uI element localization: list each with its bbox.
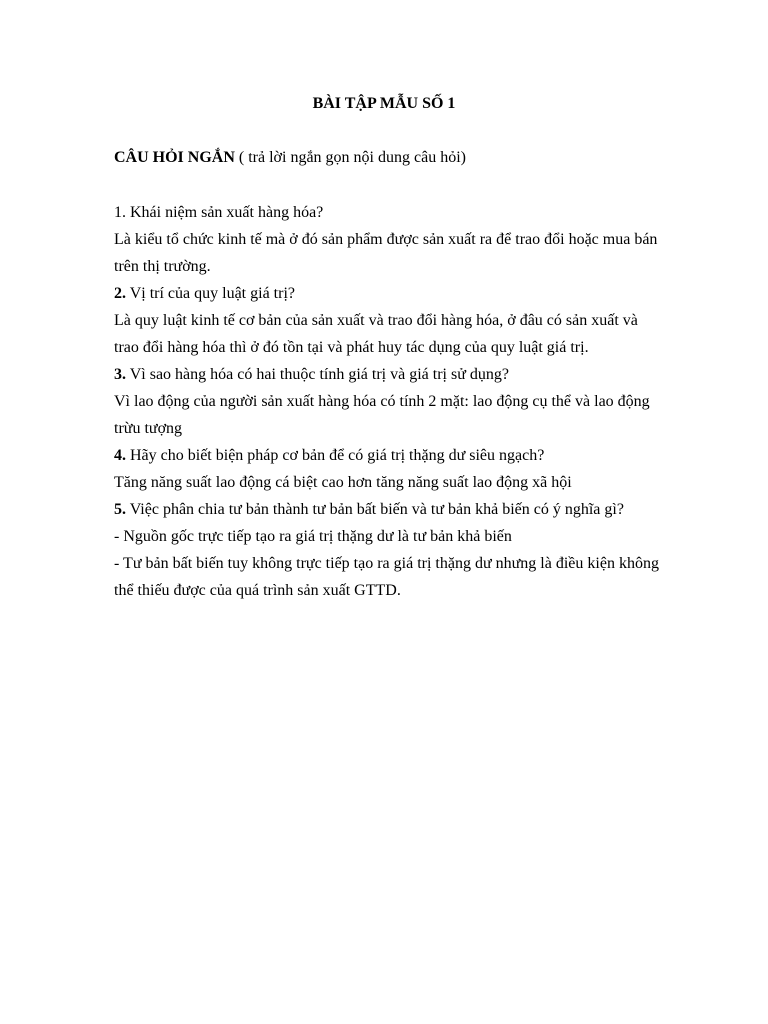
- answer-1: Là kiểu tổ chức kinh tế mà ở đó sản phẩm được sản xuất ra để trao đổi hoặc mua bán trên thị trường.: [114, 231, 658, 275]
- question-1: 1. Khái niệm sản xuất hàng hóa?: [114, 204, 324, 221]
- question-3-number: 3.: [114, 366, 126, 383]
- answer-2: Là quy luật kinh tế cơ bản của sản xuất và trao đổi hàng hóa, ở đâu có sản xuất và trao đổi hàng hóa thì ở đó tồn tại và phát huy tác dụng của quy luật giá trị.: [114, 312, 638, 356]
- question-2-text: Vị trí của quy luật giá trị?: [126, 285, 295, 302]
- document-body: [114, 199, 659, 604]
- question-2-number: 2.: [114, 285, 126, 302]
- question-4: [114, 442, 659, 469]
- answer-3: Vì lao động của người sản xuất hàng hóa có tính 2 mặt: lao động cụ thể và lao động trừu tượng: [114, 393, 650, 437]
- answer-5-point-2: - Tư bản bất biến tuy không trực tiếp tạo ra giá trị thặng dư nhưng là điều kiện không thể thiếu được của quá trình sản xuất GTTD.: [114, 555, 659, 599]
- document-title: BÀI TẬP MẪU SỐ 1: [312, 95, 456, 112]
- section-heading: CÂU HỎI NGẮN: [114, 149, 235, 166]
- question-2: [114, 280, 659, 307]
- question-4-number: 4.: [114, 447, 126, 464]
- question-4-text: Hãy cho biết biện pháp cơ bản để có giá trị thặng dư siêu ngạch?: [126, 447, 545, 464]
- question-5: [114, 496, 659, 523]
- section-heading-line: [114, 146, 674, 170]
- answer-4: Tăng năng suất lao động cá biệt cao hơn tăng năng suất lao động xã hội: [114, 474, 572, 491]
- section-note: ( trả lời ngắn gọn nội dung câu hỏi): [234, 149, 466, 166]
- answer-5-point-1: - Nguồn gốc trực tiếp tạo ra giá trị thặng dư là tư bản khả biến: [114, 528, 512, 545]
- question-5-number: 5.: [114, 501, 126, 518]
- question-5-text: Việc phân chia tư bản thành tư bản bất biến và tư bản khả biến có ý nghĩa gì?: [126, 501, 624, 518]
- question-3: [114, 361, 659, 388]
- question-3-text: Vì sao hàng hóa có hai thuộc tính giá trị và giá trị sử dụng?: [126, 366, 509, 383]
